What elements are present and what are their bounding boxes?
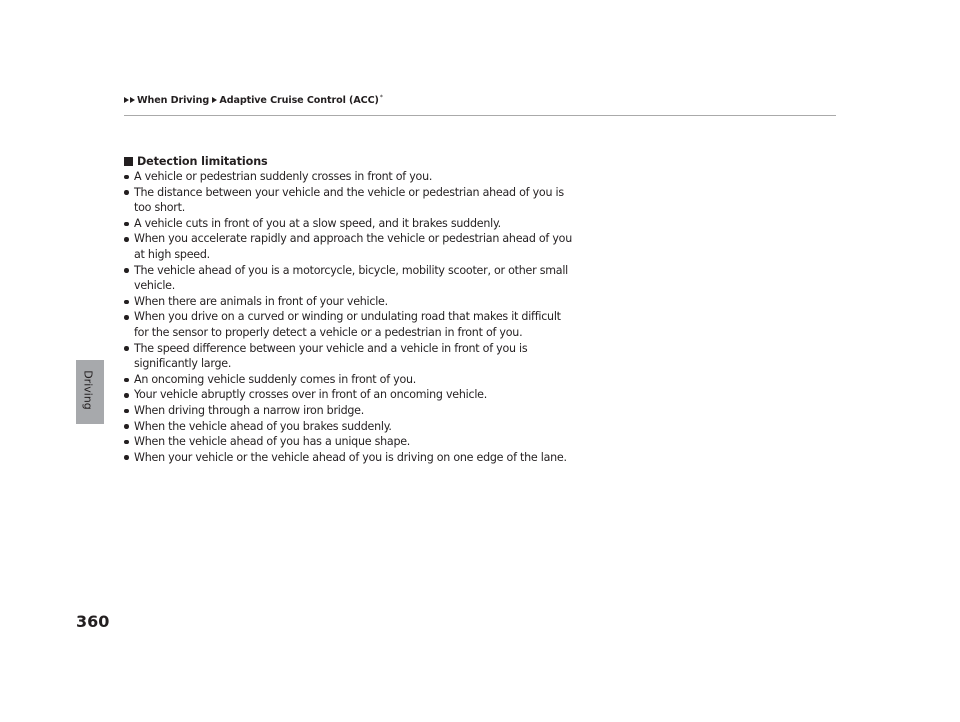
- list-item: [124, 403, 684, 419]
- bullet-icon: [124, 455, 129, 460]
- breadcrumb-section[interactable]: When Driving: [137, 95, 210, 106]
- list-item-text: A vehicle or pedestrian suddenly crosses in front of you.: [134, 170, 433, 183]
- bullet-icon: [124, 378, 129, 383]
- breadcrumb-arrow-icon: [212, 97, 217, 103]
- bullet-icon: [124, 300, 129, 305]
- list-item-text-continued: significantly large.: [134, 357, 232, 371]
- breadcrumb-arrow-icon: [124, 97, 129, 103]
- list-item-text: When the vehicle ahead of you brakes suddenly.: [134, 419, 392, 433]
- list-item: [124, 419, 684, 435]
- list-item: [124, 387, 684, 403]
- section-heading: [124, 154, 684, 169]
- list-item-text: The distance between your vehicle and the vehicle or pedestrian ahead of you is: [134, 185, 564, 199]
- page-number: 360: [76, 612, 110, 631]
- list-item: [124, 231, 684, 262]
- list-item-text: A vehicle cuts in front of you at a slow speed, and it brakes suddenly.: [134, 216, 501, 230]
- list-item-text: When driving through a narrow iron bridge.: [134, 403, 365, 417]
- page-content: [124, 154, 684, 465]
- list-item: [124, 216, 684, 232]
- bullet-icon: [124, 440, 129, 445]
- list-item: [124, 450, 684, 466]
- bullet-icon: [124, 268, 129, 273]
- list-item-text: When you drive on a curved or winding or undulating road that makes it difficult: [134, 310, 561, 324]
- list-item: [124, 169, 684, 185]
- bullet-icon: [124, 393, 129, 398]
- limitations-list: [124, 169, 684, 465]
- list-item-text: Your vehicle abruptly crosses over in front of an oncoming vehicle.: [134, 388, 488, 402]
- list-item: [124, 372, 684, 388]
- list-item: [124, 434, 684, 450]
- list-item-text: When the vehicle ahead of you has a unique shape.: [134, 435, 411, 449]
- list-item-text: The speed difference between your vehicle and a vehicle in front of you is: [134, 341, 528, 355]
- list-item: [124, 341, 684, 372]
- list-item-text-continued: vehicle.: [134, 279, 176, 293]
- bullet-icon: [124, 222, 129, 227]
- list-item-text: An oncoming vehicle suddenly comes in front of you.: [134, 372, 417, 386]
- list-item: [124, 294, 684, 310]
- square-bullet-icon: [124, 157, 133, 166]
- list-item-text-continued: for the sensor to properly detect a vehicle or a pedestrian in front of you.: [134, 325, 523, 339]
- list-item: [124, 185, 684, 216]
- bullet-icon: [124, 409, 129, 414]
- bullet-icon: [124, 175, 129, 180]
- list-item-text: The vehicle ahead of you is a motorcycle, bicycle, mobility scooter, or other small: [134, 263, 569, 277]
- bullet-icon: [124, 237, 129, 242]
- chapter-side-label: Driving: [81, 370, 95, 410]
- list-item-text: When your vehicle or the vehicle ahead of you is driving on one edge of the lane.: [134, 450, 567, 464]
- list-item-text-continued: too short.: [134, 201, 185, 215]
- list-item-text-continued: at high speed.: [134, 247, 210, 261]
- bullet-icon: [124, 424, 129, 429]
- list-item: [124, 309, 684, 340]
- bullet-icon: [124, 315, 129, 320]
- footnote-asterisk: *: [379, 94, 383, 101]
- list-item: [124, 263, 684, 294]
- bullet-icon: [124, 346, 129, 351]
- section-heading-text: Detection limitations: [137, 155, 268, 168]
- bullet-icon: [124, 190, 129, 195]
- list-item-text: When there are animals in front of your vehicle.: [134, 294, 388, 308]
- breadcrumb: [124, 94, 383, 106]
- list-item-text: When you accelerate rapidly and approach the vehicle or pedestrian ahead of you: [134, 232, 573, 246]
- breadcrumb-topic[interactable]: Adaptive Cruise Control (ACC): [219, 95, 379, 106]
- header-divider: [124, 115, 836, 116]
- breadcrumb-arrow-icon: [130, 97, 135, 103]
